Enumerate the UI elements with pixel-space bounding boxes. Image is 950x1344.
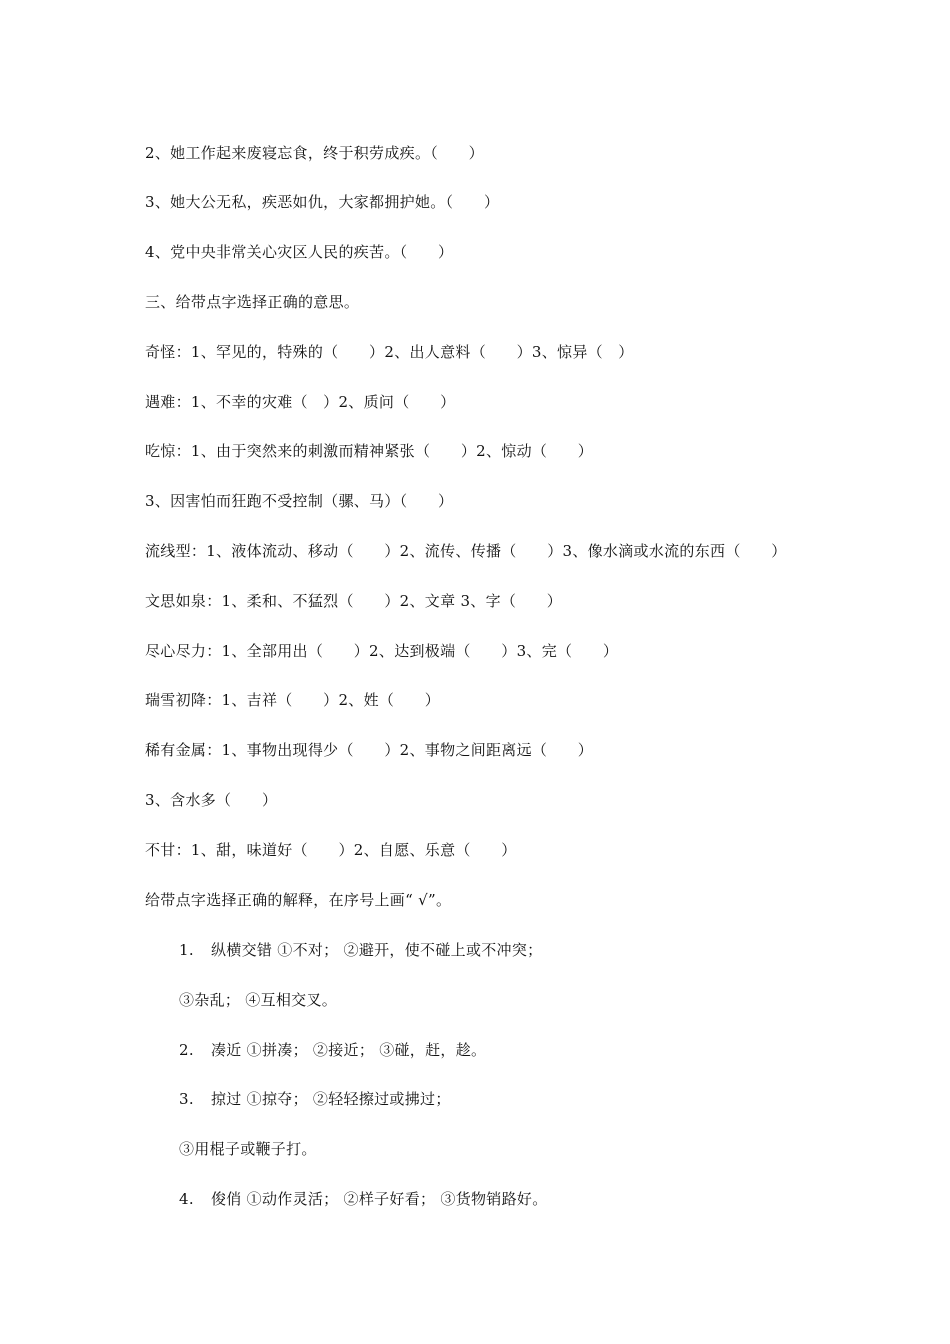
list-item xyxy=(179,1089,451,1109)
item-text: 凑近 ①拼凑； ②接近； ③碰，赶，趁。 xyxy=(211,1041,487,1059)
item-number: 2. xyxy=(179,1041,194,1059)
text-line: 吃惊：1、由于突然来的刺激而精神紧张（ ）2、惊动（ ） xyxy=(145,442,594,460)
list-item-continuation xyxy=(179,1139,317,1159)
section-heading: 三、给带点字选择正确的意思。 xyxy=(145,293,360,311)
text-line: 3、她大公无私，疾恶如仇，大家都拥护她。（ ） xyxy=(145,193,500,211)
item-text: ③杂乱； ④互相交叉。 xyxy=(179,991,338,1009)
text-line: 文思如泉：1、柔和、不猛烈（ ）2、文章 3、字（ ） xyxy=(145,592,563,610)
list-item xyxy=(179,1040,486,1060)
text-line: 瑞雪初降：1、吉祥（ ）2、姓（ ） xyxy=(145,691,441,709)
text-line: 3、因害怕而狂跑不受控制（骡、马）（ ） xyxy=(145,492,454,510)
item-text: 俊俏 ①动作灵活； ②样子好看； ③货物销路好。 xyxy=(211,1190,548,1208)
text-line: 不甘：1、甜，味道好（ ）2、自愿、乐意（ ） xyxy=(145,841,517,859)
text-line: 奇怪：1、罕见的，特殊的（ ）2、出人意料（ ）3、惊异（ ） xyxy=(145,343,634,361)
item-number: 4. xyxy=(179,1190,194,1208)
text-line: 2、她工作起来废寝忘食，终于积劳成疾。（ ） xyxy=(145,144,484,162)
instruction-line: 给带点字选择正确的解释，在序号上画“ √”。 xyxy=(145,891,452,909)
text-line: 稀有金属：1、事物出现得少（ ）2、事物之间距离远（ ） xyxy=(145,741,594,759)
item-number: 3. xyxy=(179,1090,194,1108)
item-text: ③用棍子或鞭子打。 xyxy=(179,1140,317,1158)
item-number: 1. xyxy=(179,941,194,959)
list-item xyxy=(179,940,542,960)
text-line: 流线型：1、液体流动、移动（ ）2、流传、传播（ ）3、像水滴或水流的东西（ ） xyxy=(145,542,787,560)
list-item xyxy=(179,1189,548,1209)
text-line: 4、党中央非常关心灾区人民的疾苦。（ ） xyxy=(145,243,454,261)
text-line: 尽心尽力：1、全部用出（ ）2、达到极端（ ）3、完（ ） xyxy=(145,642,619,660)
item-text: 掠过 ①掠夺； ②轻轻擦过或拂过； xyxy=(211,1090,451,1108)
text-line: 3、含水多（ ） xyxy=(145,791,278,809)
text-line: 遇难：1、不幸的灾难（ ）2、质问（ ） xyxy=(145,393,456,411)
list-item-continuation xyxy=(179,990,337,1010)
item-text: 纵横交错 ①不对； ②避开，使不碰上或不冲突； xyxy=(211,941,543,959)
